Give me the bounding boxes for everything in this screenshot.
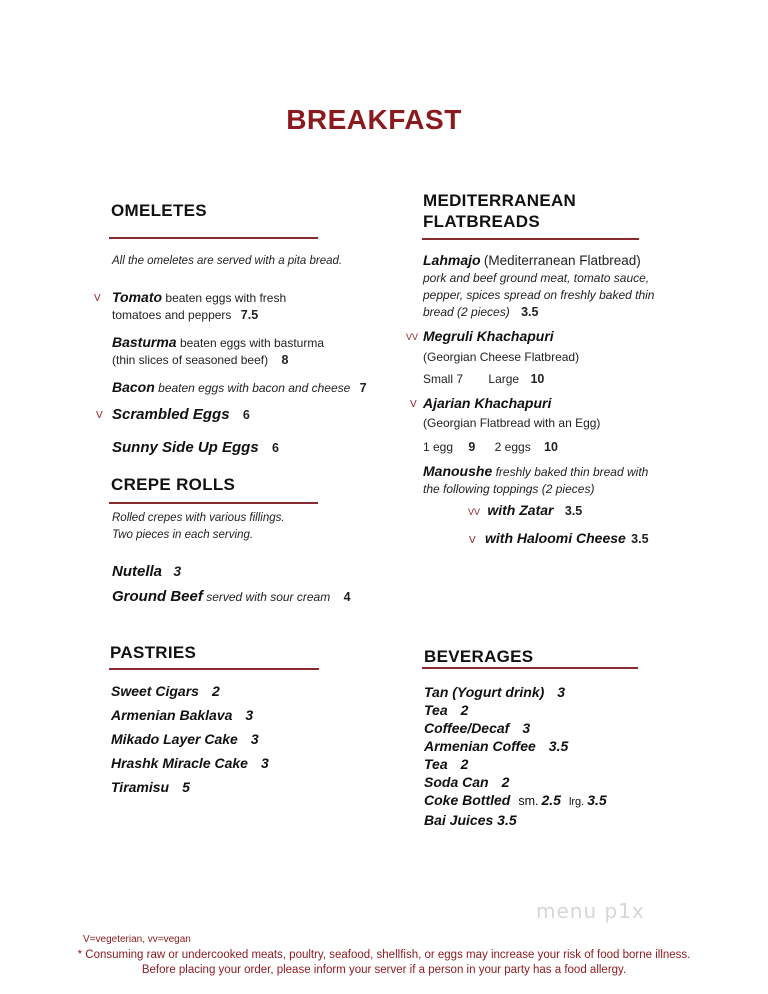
flatbread-item-megruli: VV Megruli Khachapuri (Georgian Cheese Flatbread) Small 7 Large 10 — [406, 328, 580, 386]
note-line: Two pieces in each serving. — [112, 529, 254, 541]
beverage-item: Soda Can 2 — [424, 774, 510, 790]
item-name: Nutella — [112, 563, 163, 580]
item-name: Ground Beef — [112, 588, 203, 605]
flatbreads-heading: MEDITERRANEAN FLATBREADS — [423, 191, 577, 231]
crepe-rolls-rule — [109, 502, 318, 504]
pastry-item: Armenian Baklava 3 — [111, 707, 254, 723]
diet-legend: V=vegeterian, vv=vegan — [83, 934, 191, 945]
pastry-item: Sweet Cigars 2 — [111, 683, 220, 699]
item-subtitle: (Georgian Flatbread with an Egg) — [423, 416, 601, 430]
crepe-item-ground-beef — [112, 588, 412, 606]
watermark-logo: menu p1x — [536, 899, 645, 923]
omelete-item-bacon — [112, 379, 412, 397]
item-name: Manoushe — [423, 463, 493, 479]
item-desc: beaten eggs with bacon and cheese — [158, 381, 351, 395]
item-price: 6 — [242, 408, 250, 422]
item-desc: tomatoes and peppers — [112, 308, 232, 322]
item-subtitle: (Georgian Cheese Flatbread) — [423, 350, 580, 364]
flatbread-item-manoushe: Manoushe freshly baked thin bread with the following toppings (2 pieces) — [423, 463, 649, 496]
note-line: Rolled crepes with various fillings. — [112, 512, 285, 524]
beverage-item: Coffee/Decaf 3 — [424, 720, 531, 736]
vegetarian-marker: V — [96, 410, 103, 421]
beverages-heading: BEVERAGES — [424, 647, 534, 666]
item-name: Basturma — [112, 334, 177, 350]
crepe-rolls-heading: CREPE ROLLS — [111, 475, 236, 494]
item-name: Ajarian Khachapuri — [423, 395, 552, 411]
pastries-list — [111, 679, 269, 799]
vegetarian-marker: V — [410, 399, 417, 410]
allergy-disclaimer: * Consuming raw or undercooked meats, poultry, seafood, shellfish, or eggs may increase your risk of food borne illness. Before placing your order, please inform your server if a person in your party has a food allergy. — [77, 949, 691, 976]
vegetarian-marker: V — [94, 293, 101, 304]
item-price: 7 — [359, 381, 367, 395]
omelete-item-basturma — [112, 334, 402, 369]
item-price: 7.5 — [240, 308, 259, 322]
topping-zatar: VV with Zatar 3.5 — [468, 502, 583, 518]
item-subtitle: (Mediterranean Flatbread) — [483, 253, 641, 268]
vegetarian-marker: V — [469, 535, 476, 546]
beverage-item-bai: Bai Juices 3.5 — [424, 812, 517, 828]
item-desc: (thin slices of seasoned beef) — [112, 353, 269, 367]
beverages-rule — [422, 667, 638, 669]
pastry-item: Hrashk Miracle Cake 3 — [111, 755, 269, 771]
item-price: 3.5 — [521, 305, 539, 319]
item-price: 6 — [272, 441, 279, 455]
item-name: Megruli Khachapuri — [423, 328, 554, 344]
flatbread-item-lahmajo: Lahmajo (Mediterranean Flatbread) pork and beef ground meat, tomato sauce, pepper, spices spread on freshly baked thin bread (2 pieces) 3.5 — [423, 252, 655, 319]
item-desc: beaten eggs with fresh — [165, 291, 287, 305]
omeletes-heading: OMELETES — [111, 201, 207, 220]
vegan-marker: VV — [406, 332, 419, 342]
item-price: 4 — [343, 590, 351, 604]
omeletes-rule — [109, 237, 318, 239]
pastries-heading: PASTRIES — [110, 643, 197, 662]
beverage-item: Armenian Coffee 3.5 — [424, 738, 569, 754]
item-price: 8 — [281, 353, 289, 367]
beverage-item-coke: Coke Bottled sm. 2.5 lrg. 3.5 — [424, 792, 607, 808]
topping-haloomi: V with Haloomi Cheese 3.5 — [469, 530, 649, 546]
omelete-item-tomato — [94, 289, 394, 324]
omeletes-note: All the omeletes are served with a pita bread. — [112, 255, 343, 267]
omelete-item-scrambled — [96, 406, 396, 424]
item-desc: beaten eggs with basturma — [179, 336, 325, 350]
pastry-item: Mikado Layer Cake 3 — [111, 731, 259, 747]
beverage-item: Tea 2 — [424, 756, 469, 772]
item-name: Scrambled Eggs — [112, 406, 230, 423]
beverage-item: Tea 2 — [424, 702, 469, 718]
omelete-item-sunny — [112, 439, 412, 457]
flatbreads-rule — [422, 238, 639, 240]
page-title: BREAKFAST — [286, 104, 462, 135]
crepe-rolls-note — [112, 510, 285, 544]
item-desc: served with sour cream — [206, 590, 331, 604]
item-price: 3 — [173, 563, 182, 579]
item-name: Lahmajo — [423, 252, 481, 268]
crepe-item-nutella — [112, 563, 181, 581]
item-name: Sunny Side Up Eggs — [112, 439, 259, 456]
beverage-item: Tan (Yogurt drink) 3 — [424, 684, 566, 700]
item-name: Bacon — [112, 379, 155, 395]
beverages-list — [424, 683, 607, 829]
vegan-marker: VV — [468, 507, 481, 517]
pastries-rule — [109, 668, 319, 670]
item-name: Tomato — [112, 289, 163, 305]
flatbread-item-ajarian: V Ajarian Khachapuri (Georgian Flatbread with an Egg) 1 egg 9 2 eggs 10 — [410, 395, 601, 454]
pastry-item: Tiramisu 5 — [111, 779, 190, 795]
